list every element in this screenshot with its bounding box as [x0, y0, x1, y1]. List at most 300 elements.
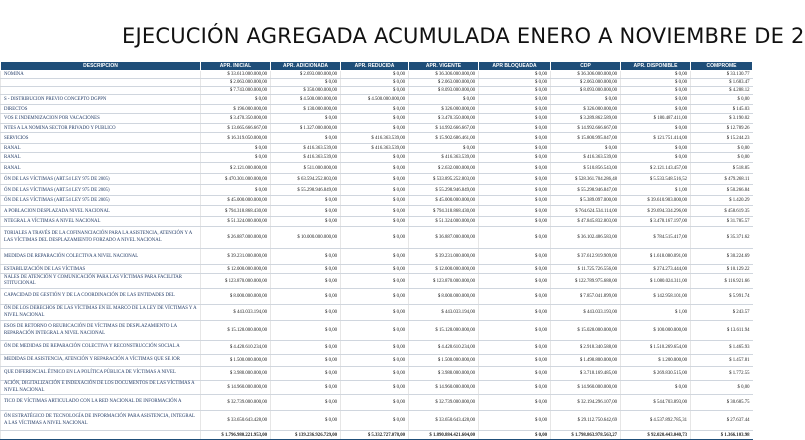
row-description: NTES A LA NOMINA SECTOR PRIVADO Y PUBLICO	[1, 124, 201, 133]
row-value: $ 39.610.903.000,00	[621, 196, 691, 206]
row-value: $ 0,00	[479, 144, 551, 153]
row-value: $ 0,00	[479, 431, 551, 440]
row-value: $ 0,00	[271, 249, 341, 265]
row-value: $ 0,00	[341, 355, 409, 367]
row-description: MEDIDAS DE ASISTENCIA, ATENCIÓN Y REPARACIÓN A VÍCTIMAS QUE SE IOR	[1, 355, 201, 367]
row-value: $ 0,00	[621, 124, 691, 133]
row-description: ÓN DE MEDIDAS DE REPARACIÓN COLECTIVA Y RECONSTRUCCIÓN SOCIAL A	[1, 341, 201, 355]
table-row	[1, 206, 753, 217]
table-row	[1, 289, 753, 305]
row-value: $ 1.618.080.091,00	[621, 249, 691, 265]
row-value: $ 0,00	[271, 79, 341, 87]
row-value: $ 37.612.919.909,00	[551, 249, 621, 265]
row-description: RANAL	[1, 153, 201, 163]
row-value: $ 2.063.000.000,00	[409, 79, 479, 87]
row-value: $ 15.902.686.461,00	[409, 133, 479, 144]
row-value: $ 4.500.000.000,00	[341, 95, 409, 105]
page-title: EJECUCIÓN AGREGADA ACUMULADA ENERO A NOVIEMBRE DE 2	[122, 24, 805, 48]
table-row	[1, 79, 753, 87]
column-header: APR BLOQUEADA	[479, 62, 551, 71]
row-value: $ 123.870.000.000,00	[409, 274, 479, 289]
row-description: ACIÓN, DIGITALIZACIÓN E INDEXACIÓN DE LOS DOCUMENTOS DE LAS VÍCTIMAS A NIVEL NACIONAL	[1, 381, 201, 395]
column-header: APR. ADICIONADA	[271, 62, 341, 71]
table-row	[1, 341, 753, 355]
row-value: $ 0,00	[341, 341, 409, 355]
row-value: $ 0,00	[341, 289, 409, 305]
row-value: $ 15.800.995.047,00	[551, 133, 621, 144]
row-value: $ 2.632.000.000,00	[409, 163, 479, 174]
row-value: $ 4.288.12	[691, 87, 753, 95]
row-value: $ 2.063.000.000,00	[551, 79, 621, 87]
table-row	[1, 305, 753, 321]
row-value: $ 274.273.444,00	[621, 265, 691, 274]
row-value: $ 0,00	[621, 381, 691, 395]
row-value: $ 0,00	[341, 395, 409, 411]
row-value: $ 416.363.539,00	[271, 153, 341, 163]
row-value: $ 1.890.884.421.604,00	[409, 431, 479, 440]
row-value: $ 0,00	[271, 305, 341, 321]
table-row	[1, 196, 753, 206]
row-description: TORIALES A TRAVÉS DE LA COFINANCIACIÓN PARA LA ASISTENCIA, ATENCIÓN Y A LAS VÍCTIMAS DEL DESPLAZAMIENTO FORZADO A NIVEL NACIONAL	[1, 227, 201, 249]
row-value: $ 1.200.000,00	[621, 355, 691, 367]
row-value: $ 47.845.832.803,00	[551, 217, 621, 227]
row-value: $ 196.000.000,00	[201, 105, 271, 114]
row-value: $ 4.428.610.234,00	[201, 341, 271, 355]
row-value: $ 0,00	[341, 305, 409, 321]
row-value: $ 794.318.868.430,00	[409, 206, 479, 217]
row-value: $ 0,00	[479, 87, 551, 95]
row-value: $ 30.224.69	[691, 249, 753, 265]
row-value: $ 0,00	[341, 381, 409, 395]
table-row	[1, 133, 753, 144]
execution-table	[0, 61, 753, 440]
row-value: $ 15.028.000.000,00	[551, 321, 621, 341]
row-value: $ 2.121.143.457,00	[621, 163, 691, 174]
row-value: $ 0,00	[271, 321, 341, 341]
row-value: $ 1.420.29	[691, 196, 753, 206]
column-header: DESCRIPCION	[1, 62, 201, 71]
row-value: $ 1.772.55	[691, 367, 753, 381]
row-value: $ 3.478.167.197,00	[621, 217, 691, 227]
table-row	[1, 355, 753, 367]
row-value: $ 32.194.296.107,00	[551, 395, 621, 411]
row-value: $ 0,00	[551, 95, 621, 105]
row-value: $ 0,00	[479, 95, 551, 105]
row-value: $ 0,00	[621, 105, 691, 114]
row-value: $ 0,00	[479, 206, 551, 217]
row-value: $ 30.685.75	[691, 395, 753, 411]
row-value: $ 416.363.539,00	[341, 144, 409, 153]
row-value: $ 0,00	[271, 341, 341, 355]
row-value: $ 0,00	[341, 174, 409, 185]
row-value: $ 5.389.097.000,00	[551, 196, 621, 206]
row-description: S - DISTRIBUCION PREVIO CONCEPTO DGPPN	[1, 95, 201, 105]
row-value: $ 8.093.000.000,00	[551, 87, 621, 95]
table-row	[1, 114, 753, 124]
table-row	[1, 124, 753, 133]
row-value: $ 3.470.350.000,00	[201, 114, 271, 124]
row-value: $ 121.751.414,00	[621, 133, 691, 144]
row-value: $ 7.743.000.000,00	[201, 87, 271, 95]
row-value: $ 794.318.868.430,00	[201, 206, 271, 217]
row-value: $ 0,00	[621, 153, 691, 163]
row-value: $ 0,00	[341, 217, 409, 227]
row-value: $ 14.992.666.667,00	[409, 124, 479, 133]
row-value: $ 36.102.486.583,00	[551, 227, 621, 249]
row-description: TICO DE VÍCTIMAS ARTICULADO CON LA RED NACIONAL DE INFORMACIÓN A	[1, 395, 201, 411]
table-row	[1, 87, 753, 95]
row-value: $ 15.128.000.000,00	[201, 321, 271, 341]
row-description: CAPACIDAD DE GESTIÓN Y DE LA COORDINACIÓN DE LAS ENTIDADES DEL	[1, 289, 201, 305]
row-value: $ 27.637.44	[691, 411, 753, 431]
row-value: $ 15.244.23	[691, 133, 753, 144]
row-description: ESTABILIZACIÓN DE LAS VÍCTIMAS	[1, 265, 201, 274]
row-value: $ 416.363.539,00	[551, 153, 621, 163]
row-value: $ 0,00	[479, 133, 551, 144]
row-value: $ 0,00	[479, 249, 551, 265]
row-value: $ 784.515.417,00	[621, 227, 691, 249]
row-value: $ 0,00	[479, 305, 551, 321]
row-description: ÓN DE LOS DERECHOS DE LAS VÍCTIMAS EN EL MARCO DE LA LEY DE VÍCTIMAS Y A NIVEL NACIONAL	[1, 305, 201, 321]
row-value: $ 0,00	[479, 114, 551, 124]
row-value: $ 3.289.862.589,00	[551, 114, 621, 124]
row-value: $ 8.000.000.000,00	[409, 289, 479, 305]
row-description: ÓN DE LAS VÍCTIMAS (ART.54 LEY 975 DE 2005)	[1, 196, 201, 206]
table-row	[1, 411, 753, 431]
row-value: $ 3.988.000.000,00	[201, 367, 271, 381]
row-value: $ 544.703.893,00	[621, 395, 691, 411]
table-row	[1, 217, 753, 227]
row-value: $ 50.266.84	[691, 185, 753, 196]
row-value: $ 5.991.74	[691, 289, 753, 305]
row-value: $ 0,00	[271, 289, 341, 305]
row-value: $ 326.000.000,00	[409, 105, 479, 114]
row-value: $ 36.306.000.000,00	[409, 71, 479, 79]
row-value: $ 0,00	[271, 355, 341, 367]
row-value: $ 0,00	[271, 196, 341, 206]
row-description	[1, 87, 201, 95]
row-value: $ 55.298.946.849,00	[409, 185, 479, 196]
row-value: $ 0,00	[341, 87, 409, 95]
table-row	[1, 144, 753, 153]
row-value: $ 32.739.000.000,00	[409, 395, 479, 411]
row-description: NOMINA	[1, 71, 201, 79]
row-value: $ 0,00	[341, 153, 409, 163]
row-value: $ 26.887.000.000,00	[201, 227, 271, 249]
row-value: $ 0,00	[479, 71, 551, 79]
column-header: APR. INICIAL	[201, 62, 271, 71]
row-value: $ 0,00	[479, 227, 551, 249]
row-value: $ 1,00	[621, 185, 691, 196]
row-value: $ 3.718.169.485,00	[551, 367, 621, 381]
row-value: $ 0,00	[479, 395, 551, 411]
column-header: APR. REDUCIDA	[341, 62, 409, 71]
table-row	[1, 274, 753, 289]
table-row	[1, 381, 753, 395]
row-description: DIRECTOS	[1, 105, 201, 114]
row-value: $ 0,00	[479, 274, 551, 289]
row-value: $ 35.371.62	[691, 227, 753, 249]
row-value: $ 12.000.000.000,00	[201, 265, 271, 274]
row-value: $ 63.594.252.803,00	[271, 174, 341, 185]
row-value: $ 479.268.11	[691, 174, 753, 185]
column-header: CDP	[551, 62, 621, 71]
row-value: $ 0,00	[341, 411, 409, 431]
row-value: $ 350.000.000,00	[271, 87, 341, 95]
row-value: $ 11.725.726.556,00	[551, 265, 621, 274]
row-value: $ 0,00	[341, 114, 409, 124]
row-value: $ 100.000.000,00	[621, 321, 691, 341]
row-description: NALES DE ATENCIÓN Y COMUNICACIÓN PARA LAS VÍCTIMAS PARA FACILITAR STITUCIONAL	[1, 274, 201, 289]
row-value: $ 0,00	[341, 227, 409, 249]
row-value: $ 0,00	[479, 289, 551, 305]
row-value: $ 36.306.000.000,00	[551, 71, 621, 79]
row-value: $ 0,00	[271, 367, 341, 381]
row-description	[1, 79, 201, 87]
row-value: $ 0,00	[479, 341, 551, 355]
row-value: $ 5.332.727.078,00	[341, 431, 409, 440]
row-value: $ 33.130.77	[691, 71, 753, 79]
row-value: $ 29.112.750.642,69	[551, 411, 621, 431]
row-description	[1, 431, 201, 440]
row-value: $ 0,00	[479, 185, 551, 196]
row-value: $ 416.363.539,00	[409, 153, 479, 163]
table-row	[1, 105, 753, 114]
row-value: $ 32.739.000.000,00	[201, 395, 271, 411]
table-row	[1, 163, 753, 174]
row-value: $ 0,00	[479, 163, 551, 174]
row-value: $ 0,00	[409, 144, 479, 153]
row-value: $ 1.366.103.98	[691, 431, 753, 440]
row-value: $ 764.624.534.114,00	[551, 206, 621, 217]
row-value: $ 45.000.000.000,00	[201, 196, 271, 206]
row-value: $ 29.694.334.296,00	[621, 206, 691, 217]
row-value: $ 1.080.024.311,00	[621, 274, 691, 289]
row-value: $ 1.500.000.000,00	[201, 355, 271, 367]
row-value: $ 0,00	[271, 381, 341, 395]
row-value: $ 2.693.000.000,00	[271, 71, 341, 79]
total-row	[1, 431, 753, 440]
row-value: $ 10.000.000.000,00	[271, 227, 341, 249]
row-value: $ 2.918.340.588,00	[551, 341, 621, 355]
row-value: $ 518.85	[691, 163, 753, 174]
table-row	[1, 321, 753, 341]
row-value: $ 3.470.350.000,00	[409, 114, 479, 124]
row-value: $ 0,00	[201, 185, 271, 196]
row-value: $ 51.324.000.000,00	[409, 217, 479, 227]
row-value: $ 14.960.000.000,00	[409, 381, 479, 395]
row-value: $ 39.231.000.000,00	[409, 249, 479, 265]
row-value: $ 3.190.02	[691, 114, 753, 124]
row-value: $ 0,00	[621, 71, 691, 79]
column-header: APR. VIGENTE	[409, 62, 479, 71]
row-description: MEDIDAS DE REPARACIÓN COLECTIVA A NIVEL NACIONAL	[1, 249, 201, 265]
column-header: COMPROME	[691, 62, 753, 71]
row-value: $ 0,00	[341, 71, 409, 79]
row-value: $ 14.960.000.000,00	[201, 381, 271, 395]
row-value: $ 14.992.666.667,00	[551, 124, 621, 133]
row-value: $ 416.363.539,00	[271, 144, 341, 153]
row-value: $ 1.457.81	[691, 355, 753, 367]
row-value: $ 0,00	[409, 95, 479, 105]
row-value: $ 0,00	[691, 381, 753, 395]
row-value: $ 0,00	[551, 144, 621, 153]
row-value: $ 470.301.000.000,00	[201, 174, 271, 185]
row-value: $ 8.000.000.000,00	[201, 289, 271, 305]
row-value: $ 0,00	[479, 265, 551, 274]
table-row	[1, 174, 753, 185]
row-value: $ 116.921.66	[691, 274, 753, 289]
table-body	[1, 71, 753, 440]
row-value: $ 0,00	[271, 265, 341, 274]
row-value: $ 326.000.000,00	[551, 105, 621, 114]
row-value: $ 0,00	[271, 217, 341, 227]
row-value: $ 0,00	[201, 144, 271, 153]
row-value: $ 130.000.000,00	[271, 105, 341, 114]
row-value: $ 0,00	[271, 411, 341, 431]
row-value: $ 0,00	[691, 95, 753, 105]
row-value: $ 0,00	[201, 95, 271, 105]
column-header: APR. DISPONIBLE	[621, 62, 691, 71]
row-description: A POBLACION DESPLAZADA NIVEL NACIONAL	[1, 206, 201, 217]
row-value: $ 0,00	[271, 206, 341, 217]
row-value: $ 0,00	[691, 144, 753, 153]
row-value: $ 0,00	[341, 249, 409, 265]
row-value: $ 528.361.704.286,48	[551, 174, 621, 185]
row-value: $ 55.298.946.847,00	[551, 185, 621, 196]
row-value: $ 123.870.000.000,00	[201, 274, 271, 289]
row-description: SERVICIOS	[1, 133, 201, 144]
table-row	[1, 71, 753, 79]
row-description: ESOS DE RETORNO O REUBICACIÓN DE VÍCTIMAS DE DESPLAZAMIENTO LA REPARACIÓN INTEGRAL A NIVEL NACIONAL	[1, 321, 201, 341]
row-value: $ 416.363.539,00	[341, 133, 409, 144]
row-value: $ 0,00	[479, 321, 551, 341]
row-value: $ 443.033.194,00	[201, 305, 271, 321]
row-value: $ 243.57	[691, 305, 753, 321]
table-row	[1, 367, 753, 381]
row-value: $ 45.000.000.000,00	[409, 196, 479, 206]
row-value: $ 0,00	[479, 381, 551, 395]
row-value: $ 0,00	[341, 79, 409, 87]
row-value: $ 3.988.000.000,00	[409, 367, 479, 381]
table-row	[1, 265, 753, 274]
row-value: $ 0,00	[479, 367, 551, 381]
row-value: $ 0,00	[341, 321, 409, 341]
row-value: $ 142.958.101,00	[621, 289, 691, 305]
row-value: $ 0,00	[341, 124, 409, 133]
row-description: ÓN ESTRATÉGICO DE TECNOLOGÍA DE INFORMACIÓN PARA ASISTENCIA, INTEGRAL A LAS VÍCTIMAS A NIVEL NACIONAL	[1, 411, 201, 431]
row-value: $ 145.03	[691, 105, 753, 114]
row-value: $ 12.000.000.000,00	[409, 265, 479, 274]
row-value: $ 4.428.610.234,00	[409, 341, 479, 355]
row-value: $ 0,00	[479, 174, 551, 185]
row-value: $ 1.510.269.654,00	[621, 341, 691, 355]
row-value: $ 0,00	[271, 114, 341, 124]
table-row	[1, 227, 753, 249]
row-value: $ 269.830.515,00	[621, 367, 691, 381]
row-value: $ 92.020.443.040,73	[621, 431, 691, 440]
row-value: $ 4.500.000.000,00	[271, 95, 341, 105]
row-value: $ 1.796.980.221.953,00	[201, 431, 271, 440]
table-row	[1, 185, 753, 196]
row-value: $ 15.128.000.000,00	[409, 321, 479, 341]
row-value: $ 0,00	[341, 196, 409, 206]
row-value: $ 0,00	[341, 206, 409, 217]
row-value: $ 122.789.975.688,00	[551, 274, 621, 289]
row-value: $ 33.650.643.428,00	[409, 411, 479, 431]
row-value: $ 458.619.35	[691, 206, 753, 217]
row-description: VOS E INDEMNIZACION POR VACACIONES	[1, 114, 201, 124]
row-value: $ 0,00	[341, 274, 409, 289]
row-value: $ 533.895.252.803,00	[409, 174, 479, 185]
row-value: $ 16.319.050.000,00	[201, 133, 271, 144]
row-value: $ 511.000.000,00	[271, 163, 341, 174]
row-value: $ 7.857.041.899,00	[551, 289, 621, 305]
table-header-row	[1, 62, 753, 71]
row-value: $ 0,00	[479, 153, 551, 163]
row-value: $ 1.465.93	[691, 341, 753, 355]
table-row	[1, 249, 753, 265]
row-value: $ 14.960.000.000,00	[551, 381, 621, 395]
row-value: $ 0,00	[479, 217, 551, 227]
row-value: $ 0,00	[691, 153, 753, 163]
row-value: $ 0,00	[341, 185, 409, 196]
row-description: ÓN DE LAS VÍCTIMAS (ART.54 LEY 975 DE 2005)	[1, 185, 201, 196]
table-row	[1, 95, 753, 105]
table-row	[1, 153, 753, 163]
row-value: $ 0,00	[479, 79, 551, 87]
row-value: $ 0,00	[271, 274, 341, 289]
row-value: $ 443.033.194,00	[409, 305, 479, 321]
row-value: $ 33.613.000.000,00	[201, 71, 271, 79]
row-value: $ 39.231.000.000,00	[201, 249, 271, 265]
row-value: $ 10.129.22	[691, 265, 753, 274]
row-value: $ 0,00	[621, 95, 691, 105]
row-value: $ 0,00	[621, 87, 691, 95]
row-value: $ 1.498.800.000,00	[551, 355, 621, 367]
row-description: ÓN DE LAS VÍCTIMAS (ART.54 LEY 975 DE 2005)	[1, 174, 201, 185]
row-description: NTEGRAL A VÍCTIMAS A NIVEL NACIONAL	[1, 217, 201, 227]
row-value: $ 0,00	[621, 144, 691, 153]
row-value: $ 55.298.946.849,00	[271, 185, 341, 196]
row-value: $ 0,00	[479, 411, 551, 431]
row-value: $ 510.856.543,00	[551, 163, 621, 174]
row-value: $ 8.093.000.000,00	[409, 87, 479, 95]
row-value: $ 0,00	[341, 265, 409, 274]
row-value: $ 1.327.000.000,00	[271, 124, 341, 133]
row-value: $ 0,00	[201, 153, 271, 163]
row-description: RANAL	[1, 163, 201, 174]
row-value: $ 1.500.000.000,00	[409, 355, 479, 367]
row-value: $ 0,00	[479, 124, 551, 133]
row-value: $ 2.063.000.000,00	[201, 79, 271, 87]
row-value: $ 180.487.411,00	[621, 114, 691, 124]
row-description: QUE DIFERENCIAL ÉTNICO EN LA POLÍTICA PÚBLICA DE VÍCTIMAS A NIVEL	[1, 367, 201, 381]
row-value: $ 13.611.94	[691, 321, 753, 341]
row-value: $ 36.887.000.000,00	[409, 227, 479, 249]
table-row	[1, 395, 753, 411]
row-value: $ 139.236.926.729,00	[271, 431, 341, 440]
row-value: $ 1.798.863.978.563,27	[551, 431, 621, 440]
row-value: $ 1.683.47	[691, 79, 753, 87]
row-value: $ 0,00	[479, 105, 551, 114]
row-value: $ 0,00	[271, 395, 341, 411]
row-value: $ 31.785.57	[691, 217, 753, 227]
row-value: $ 33.650.643.428,00	[201, 411, 271, 431]
row-value: $ 51.324.000.000,00	[201, 217, 271, 227]
row-value: $ 0,00	[341, 105, 409, 114]
row-value: $ 0,00	[479, 196, 551, 206]
